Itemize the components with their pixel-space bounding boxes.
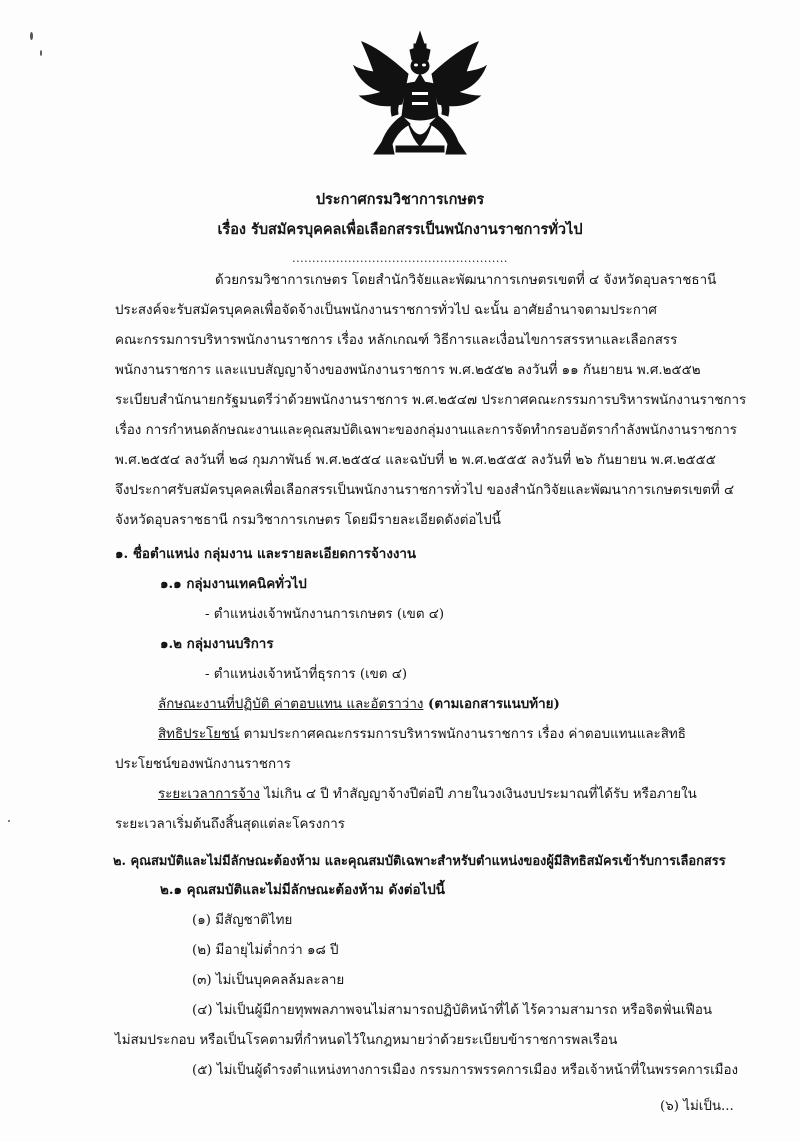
intro-line: พนักงานราชการ และแบบสัญญาจ้างของพนักงานราชการ พ.ศ.๒๕๕๒ ลงวันที่ ๑๑ กันยายน พ.ศ.๒๕๕๒ [115, 363, 701, 378]
benefit-label: สิทธิประโยชน์ [158, 727, 240, 742]
announcement-subject: เรื่อง รับสมัครบุคคลเพื่อเลือกสรรเป็นพนักงานราชการทั่วไป [217, 221, 583, 238]
qualification-item: (๒) มีอายุไม่ต่ำกว่า ๑๘ ปี [192, 943, 339, 958]
section2-heading: ๒. คุณสมบัติและไม่มีลักษณะต้องห้าม และคุณสมบัติเฉพาะสำหรับตำแหน่งของผู้มีสิทธิสมัครเข้ารับการเลือกสรร [113, 854, 726, 869]
qualification-item-cont: ไม่สมประกอบ หรือเป็นโรคตามที่กำหนดไว้ในกฎหมายว่าด้วยระเบียบข้าราชการพลเรือน [115, 1033, 618, 1048]
page-continuation: (๖) ไม่เป็น... [660, 1099, 734, 1114]
section1-heading: ๑. ชื่อตำแหน่ง กลุ่มงาน และรายละเอียดการจ้างงาน [115, 546, 417, 562]
duty-note: (ตามเอกสารแนบท้าย) [423, 696, 560, 712]
period-line [158, 788, 697, 801]
intro-line: เรื่อง การกำหนดลักษณะงานและคุณสมบัติเฉพาะของกลุ่มงานและการจัดทำกรอบอัตรากำลังพนักงานราชการ [115, 423, 737, 438]
qualification-item: (๕) ไม่เป็นผู้ดำรงตำแหน่งทางการเมือง กรรมการพรรคการเมือง หรือเจ้าหน้าที่ในพรรคการเมือง [192, 1063, 739, 1078]
intro-line: พ.ศ.๒๕๕๔ ลงวันที่ ๒๘ กุมภาพันธ์ พ.ศ.๒๕๕๔ และฉบับที่ ๒ พ.ศ.๒๕๕๕ ลงวันที่ ๒๖ กันยายน พ.ศ.๒๕๕๕ [115, 453, 716, 468]
intro-line: ประสงค์จะรับสมัครบุคคลเพื่อจัดจ้างเป็นพนักงานราชการทั่วไป ฉะนั้น อาศัยอำนาจตามประกาศ [115, 303, 657, 318]
intro-line: จังหวัดอุบลราชธานี กรมวิชาการเกษตร โดยมีรายละเอียดดังต่อไปนี้ [115, 513, 501, 528]
scan-speck [30, 32, 33, 40]
intro-line: คณะกรรมการบริหารพนักงานราชการ เรื่อง หลักเกณฑ์ วิธีการและเงื่อนไขการสรรหาและเลือกสรร [115, 333, 678, 348]
benefit-line [158, 728, 686, 741]
qualification-item: (๑) มีสัญชาติไทย [192, 913, 293, 928]
period-label: ระยะเวลาการจ้าง [158, 787, 260, 802]
section1-group2: ๑.๒ กลุ่มงานบริการ [160, 636, 274, 652]
duty-line [158, 698, 560, 711]
intro-line: ระเบียบสำนักนายกรัฐมนตรีว่าด้วยพนักงานราชการ พ.ศ.๒๕๔๗ ประกาศคณะกรรมการบริหารพนักงานราชการ [115, 393, 747, 408]
scan-speck [40, 50, 42, 56]
intro-line: ด้วยกรมวิชาการเกษตร โดยสำนักวิจัยและพัฒนาการเกษตรเขตที่ ๔ จังหวัดอุบลราชธานี [215, 273, 717, 288]
benefit-line-cont: ประโยชน์ของพนักงานราชการ [115, 757, 291, 772]
qualification-item: (๔) ไม่เป็นผู้มีกายทุพพลภาพจนไม่สามารถปฏิบัติหน้าที่ได้ ไร้ความสามารถ หรือจิตฟั่นเฟือน [192, 1003, 713, 1018]
duty-label: ลักษณะงานที่ปฏิบัติ ค่าตอบแทน และอัตราว่าง [158, 697, 424, 712]
header-separator: ...................................................... [292, 252, 508, 265]
scan-speck [8, 820, 10, 822]
intro-line: จึงประกาศรับสมัครบุคคลเพื่อเลือกสรรเป็นพนักงานราชการทั่วไป ของสำนักวิจัยและพัฒนาการเกษตรเขตที่ ๔ [115, 483, 735, 498]
garuda-emblem-icon [352, 30, 488, 160]
section2-subheading: ๒.๑ คุณสมบัติและไม่มีลักษณะต้องห้าม ดังต่อไปนี้ [160, 882, 445, 898]
qualification-item: (๓) ไม่เป็นบุคคลล้มละลาย [192, 973, 345, 988]
section1-group1-item: - ตำแหน่งเจ้าพนักงานการเกษตร (เขต ๔) [205, 607, 445, 622]
benefit-text: ตามประกาศคณะกรรมการบริหารพนักงานราชการ เรื่อง ค่าตอบแทนและสิทธิ [239, 727, 686, 742]
period-text: ไม่เกิน ๔ ปี ทำสัญญาจ้างปีต่อปี ภายในวงเงินงบประมาณที่ได้รับ หรือภายใน [259, 787, 697, 802]
announcement-title: ประกาศกรมวิชาการเกษตร [315, 191, 485, 208]
section1-group1: ๑.๑ กลุ่มงานเทคนิคทั่วไป [160, 576, 307, 592]
section1-group2-item: - ตำแหน่งเจ้าหน้าที่ธุรการ (เขต ๔) [205, 667, 408, 682]
period-line-cont: ระยะเวลาเริ่มต้นถึงสิ้นสุดแต่ละโครงการ [115, 817, 345, 832]
